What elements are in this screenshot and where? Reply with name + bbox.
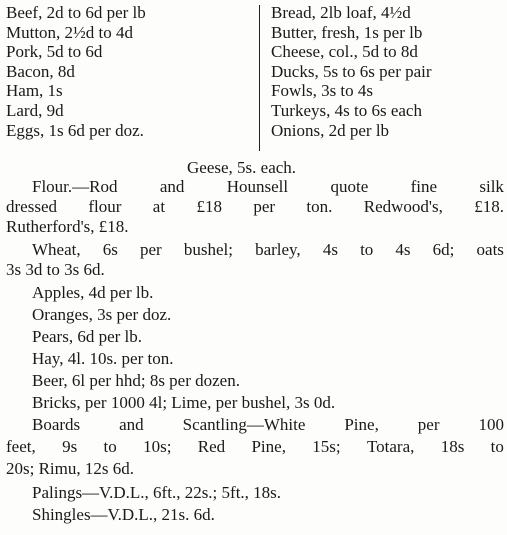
boards-line-1 — [6, 415, 504, 435]
word: Boards — [32, 415, 81, 434]
price-item: Bacon, 8d — [6, 61, 75, 81]
word: 10s; — [143, 437, 172, 456]
word: Hounsell — [226, 177, 289, 196]
price-item: Mutton, 2½d to 4d — [6, 22, 134, 42]
word: Pine, — [344, 415, 379, 434]
grain-line-1 — [6, 240, 504, 260]
word: to — [103, 437, 117, 456]
word: oats — [476, 240, 504, 259]
boards-words-1 — [6, 415, 504, 435]
word: 15s; — [312, 437, 341, 456]
word: per — [253, 197, 276, 216]
word: Flour.—Rod — [32, 177, 118, 196]
price-item: Fowls, 3s to 4s — [271, 81, 374, 101]
price-item: Bread, 2lb loaf, 4½d — [271, 3, 411, 22]
right-column — [271, 3, 507, 140]
flour-words-1 — [6, 177, 504, 197]
pears-line: Pears, 6d per lb. — [32, 327, 143, 346]
shingles-line: Shingles—V.D.L., 21s. 6d. — [32, 505, 215, 524]
word: 100 — [478, 415, 504, 434]
bricks-line: Bricks, per 1000 4l; Lime, per bushel, 3s 0d. — [32, 393, 336, 412]
word: flour — [88, 197, 122, 216]
word: £18 — [196, 197, 222, 216]
grain-line-2: 3s 3d to 3s 6d. — [6, 260, 105, 279]
palings-line: Palings—V.D.L., 6ft., 22s.; 5ft., 18s. — [32, 483, 282, 502]
word: fine — [410, 177, 438, 196]
boards-words-2 — [6, 437, 504, 457]
word: Red — [197, 437, 226, 456]
boards-line-2 — [6, 437, 504, 457]
word: Pine, — [251, 437, 286, 456]
price-item: Lard, 9d — [6, 100, 64, 120]
geese-line: Geese, 5s. each. — [187, 158, 297, 177]
word: feet, — [6, 437, 36, 456]
word: dressed — [6, 197, 57, 216]
price-item: Onions, 2d per lb — [271, 120, 390, 140]
word: and — [119, 415, 144, 434]
grain-words-1 — [6, 240, 504, 260]
word: Scantling—White — [182, 415, 306, 434]
price-item: Beef, 2d to 6d per lb — [6, 3, 146, 22]
column-divider — [259, 5, 260, 151]
word: to — [490, 437, 504, 456]
price-item: Ham, 1s — [6, 81, 63, 101]
word: barley, — [255, 240, 301, 259]
word: Wheat, — [32, 240, 81, 259]
oranges-line: Oranges, 3s per doz. — [32, 305, 172, 324]
word: 4s — [395, 240, 411, 259]
boards-line-3: 20s; Rimu, 12s 6d. — [6, 459, 134, 478]
word: Redwood's, — [363, 197, 443, 216]
word: £18. — [474, 197, 504, 216]
price-item: Butter, fresh, 1s per lb — [271, 22, 423, 42]
apples-line: Apples, 4d per lb. — [32, 283, 154, 302]
flour-words-2 — [6, 197, 504, 217]
word: 6s — [102, 240, 118, 259]
word: quote — [330, 177, 369, 196]
word: 18s — [440, 437, 465, 456]
flour-line-1 — [6, 177, 504, 197]
price-item: Cheese, col., 5d to 8d — [271, 42, 418, 62]
flour-line-3: Rutherford's, £18. — [6, 217, 129, 236]
hay-line: Hay, 4l. 10s. per ton. — [32, 349, 174, 368]
left-column — [6, 3, 254, 140]
word: 6d; — [432, 240, 455, 259]
price-item: Pork, 5d to 6d — [6, 42, 103, 62]
word: and — [159, 177, 185, 196]
word: Totara, — [366, 437, 415, 456]
word: per — [139, 240, 162, 259]
word: bushel; — [183, 240, 233, 259]
word: per — [417, 415, 440, 434]
flour-line-2 — [6, 197, 504, 217]
price-item: Ducks, 5s to 6s per pair — [271, 61, 432, 81]
price-item: Eggs, 1s 6d per doz. — [6, 120, 144, 140]
price-item: Turkeys, 4s to 6s each — [271, 100, 422, 120]
beer-line: Beer, 6l per hhd; 8s per dozen. — [32, 371, 240, 390]
word: ton. — [306, 197, 333, 216]
two-column-price-table — [6, 3, 507, 143]
word: 9s — [62, 437, 78, 456]
word: silk — [479, 177, 504, 196]
word: at — [152, 197, 166, 216]
word: 4s — [322, 240, 338, 259]
word: to — [360, 240, 374, 259]
